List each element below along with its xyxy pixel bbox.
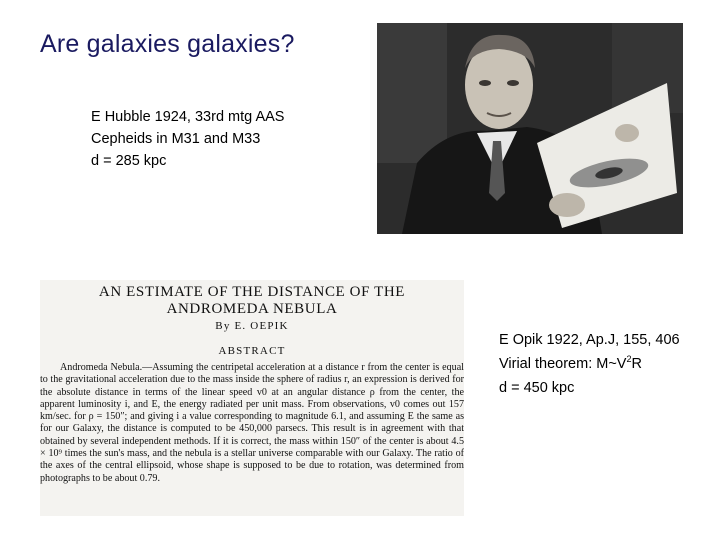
opik-notes xyxy=(499,328,680,400)
virial-text: Virial theorem: M~V xyxy=(499,356,627,372)
virial-tail: R xyxy=(631,356,642,372)
hubble-photo xyxy=(377,23,683,234)
paper-abstract-text: Andromeda Nebula.—Assuming the centripetal acceleration at a distance r from the center is equal to the gravitational acceleration due to the mass inside the sphere of radius r, an expression is derived for the absolute distance in terms of the linear speed v0 at an angular distance ρ from the center, the apparent luminosity i, and E, the energy radiated per unit mass. From observations, v0 comes out 157 km/sec. for ρ = 150″; and giving i a value corresponding to magnitude 6.1, and assuming E the same as for our Galaxy, the distance is computed to be 450,000 parsecs. This result is in agreement with that obtained by several independent methods. If it is correct, the mass within 150″ of the center is about 4.5 × 10⁹ times the sun's mass, and the nebula is a stellar universe comparable with our Galaxy. The ratio of the axes of the central ellipsoid, whose shape is supposed to be due to rotation, was determined from photographs to be about 0.79. xyxy=(40,362,464,484)
paper-title-line: AN ESTIMATE OF THE DISTANCE OF THE xyxy=(98,284,406,300)
paper-scan xyxy=(40,280,464,516)
hubble-notes xyxy=(91,106,284,172)
paper-abstract-label: ABSTRACT xyxy=(218,345,286,357)
virial-exponent: 2 xyxy=(626,354,632,365)
hubble-note-line: Cepheids in M31 and M33 xyxy=(91,131,261,147)
opik-note-line xyxy=(499,352,680,376)
opik-note-line: E Opik 1922, Ap.J, 155, 406 xyxy=(499,332,680,348)
paper-abstract xyxy=(40,362,464,485)
opik-note-line: d = 450 kpc xyxy=(499,380,575,396)
hubble-note-line: d = 285 kpc xyxy=(91,153,167,169)
slide-title: Are galaxies galaxies? xyxy=(40,30,295,58)
paper-author: By E. OEPIK xyxy=(215,320,289,332)
hubble-note-line: E Hubble 1924, 33rd mtg AAS xyxy=(91,109,285,125)
paper-title-line: ANDROMEDA NEBULA xyxy=(166,301,338,317)
